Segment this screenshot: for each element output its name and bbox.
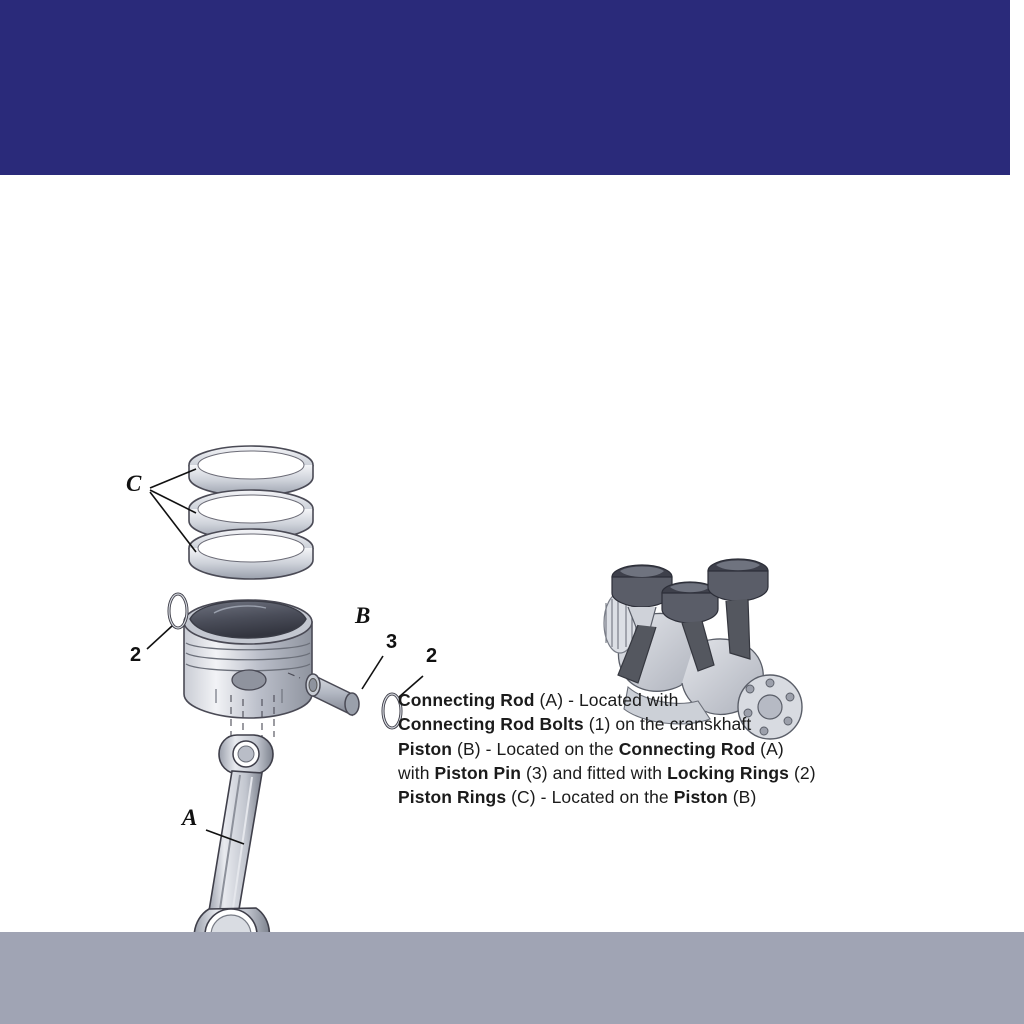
callout-c: C [126,471,142,496]
caption-term: Locking Rings [667,762,789,783]
callout-2-left: 2 [130,644,142,666]
top-color-band [0,0,1010,175]
caption-term: Connecting Rod [398,690,535,710]
caption-text: (3) and fitted with [521,762,668,783]
caption-text: (C) - Located on the [506,787,674,808]
caption-line-1 [398,688,918,712]
bottom-color-band [0,932,1024,1024]
caption-term: Piston Rings [398,787,507,808]
caption-term: Piston [398,738,453,759]
caption-text: (A) - Located with [534,690,679,710]
caption-line-3 [398,737,918,761]
caption-text: (1) on the cranskhaft [583,714,752,735]
exploded-assembly-illustration [0,175,1024,932]
caption-line-2 [398,712,918,736]
caption-text: (2) [788,762,816,783]
caption-text: (B) - Located on the [452,738,619,759]
caption-term: Connecting Rod Bolts [398,714,584,735]
slide-content-area [0,175,1024,932]
callout-2-right: 2 [426,645,438,667]
callout-b: B [355,603,371,628]
caption-text: (B) [727,787,757,808]
caption-term: Piston Pin [434,762,522,783]
callout-3: 3 [386,631,398,653]
callout-a: A [182,805,198,830]
caption-term: Connecting Rod [618,738,756,759]
diagram-caption [398,688,918,809]
caption-text: (A) [755,738,784,759]
caption-text: with [398,762,435,783]
caption-term: Piston [673,787,728,808]
caption-line-4 [398,761,918,785]
caption-line-5 [398,785,918,809]
